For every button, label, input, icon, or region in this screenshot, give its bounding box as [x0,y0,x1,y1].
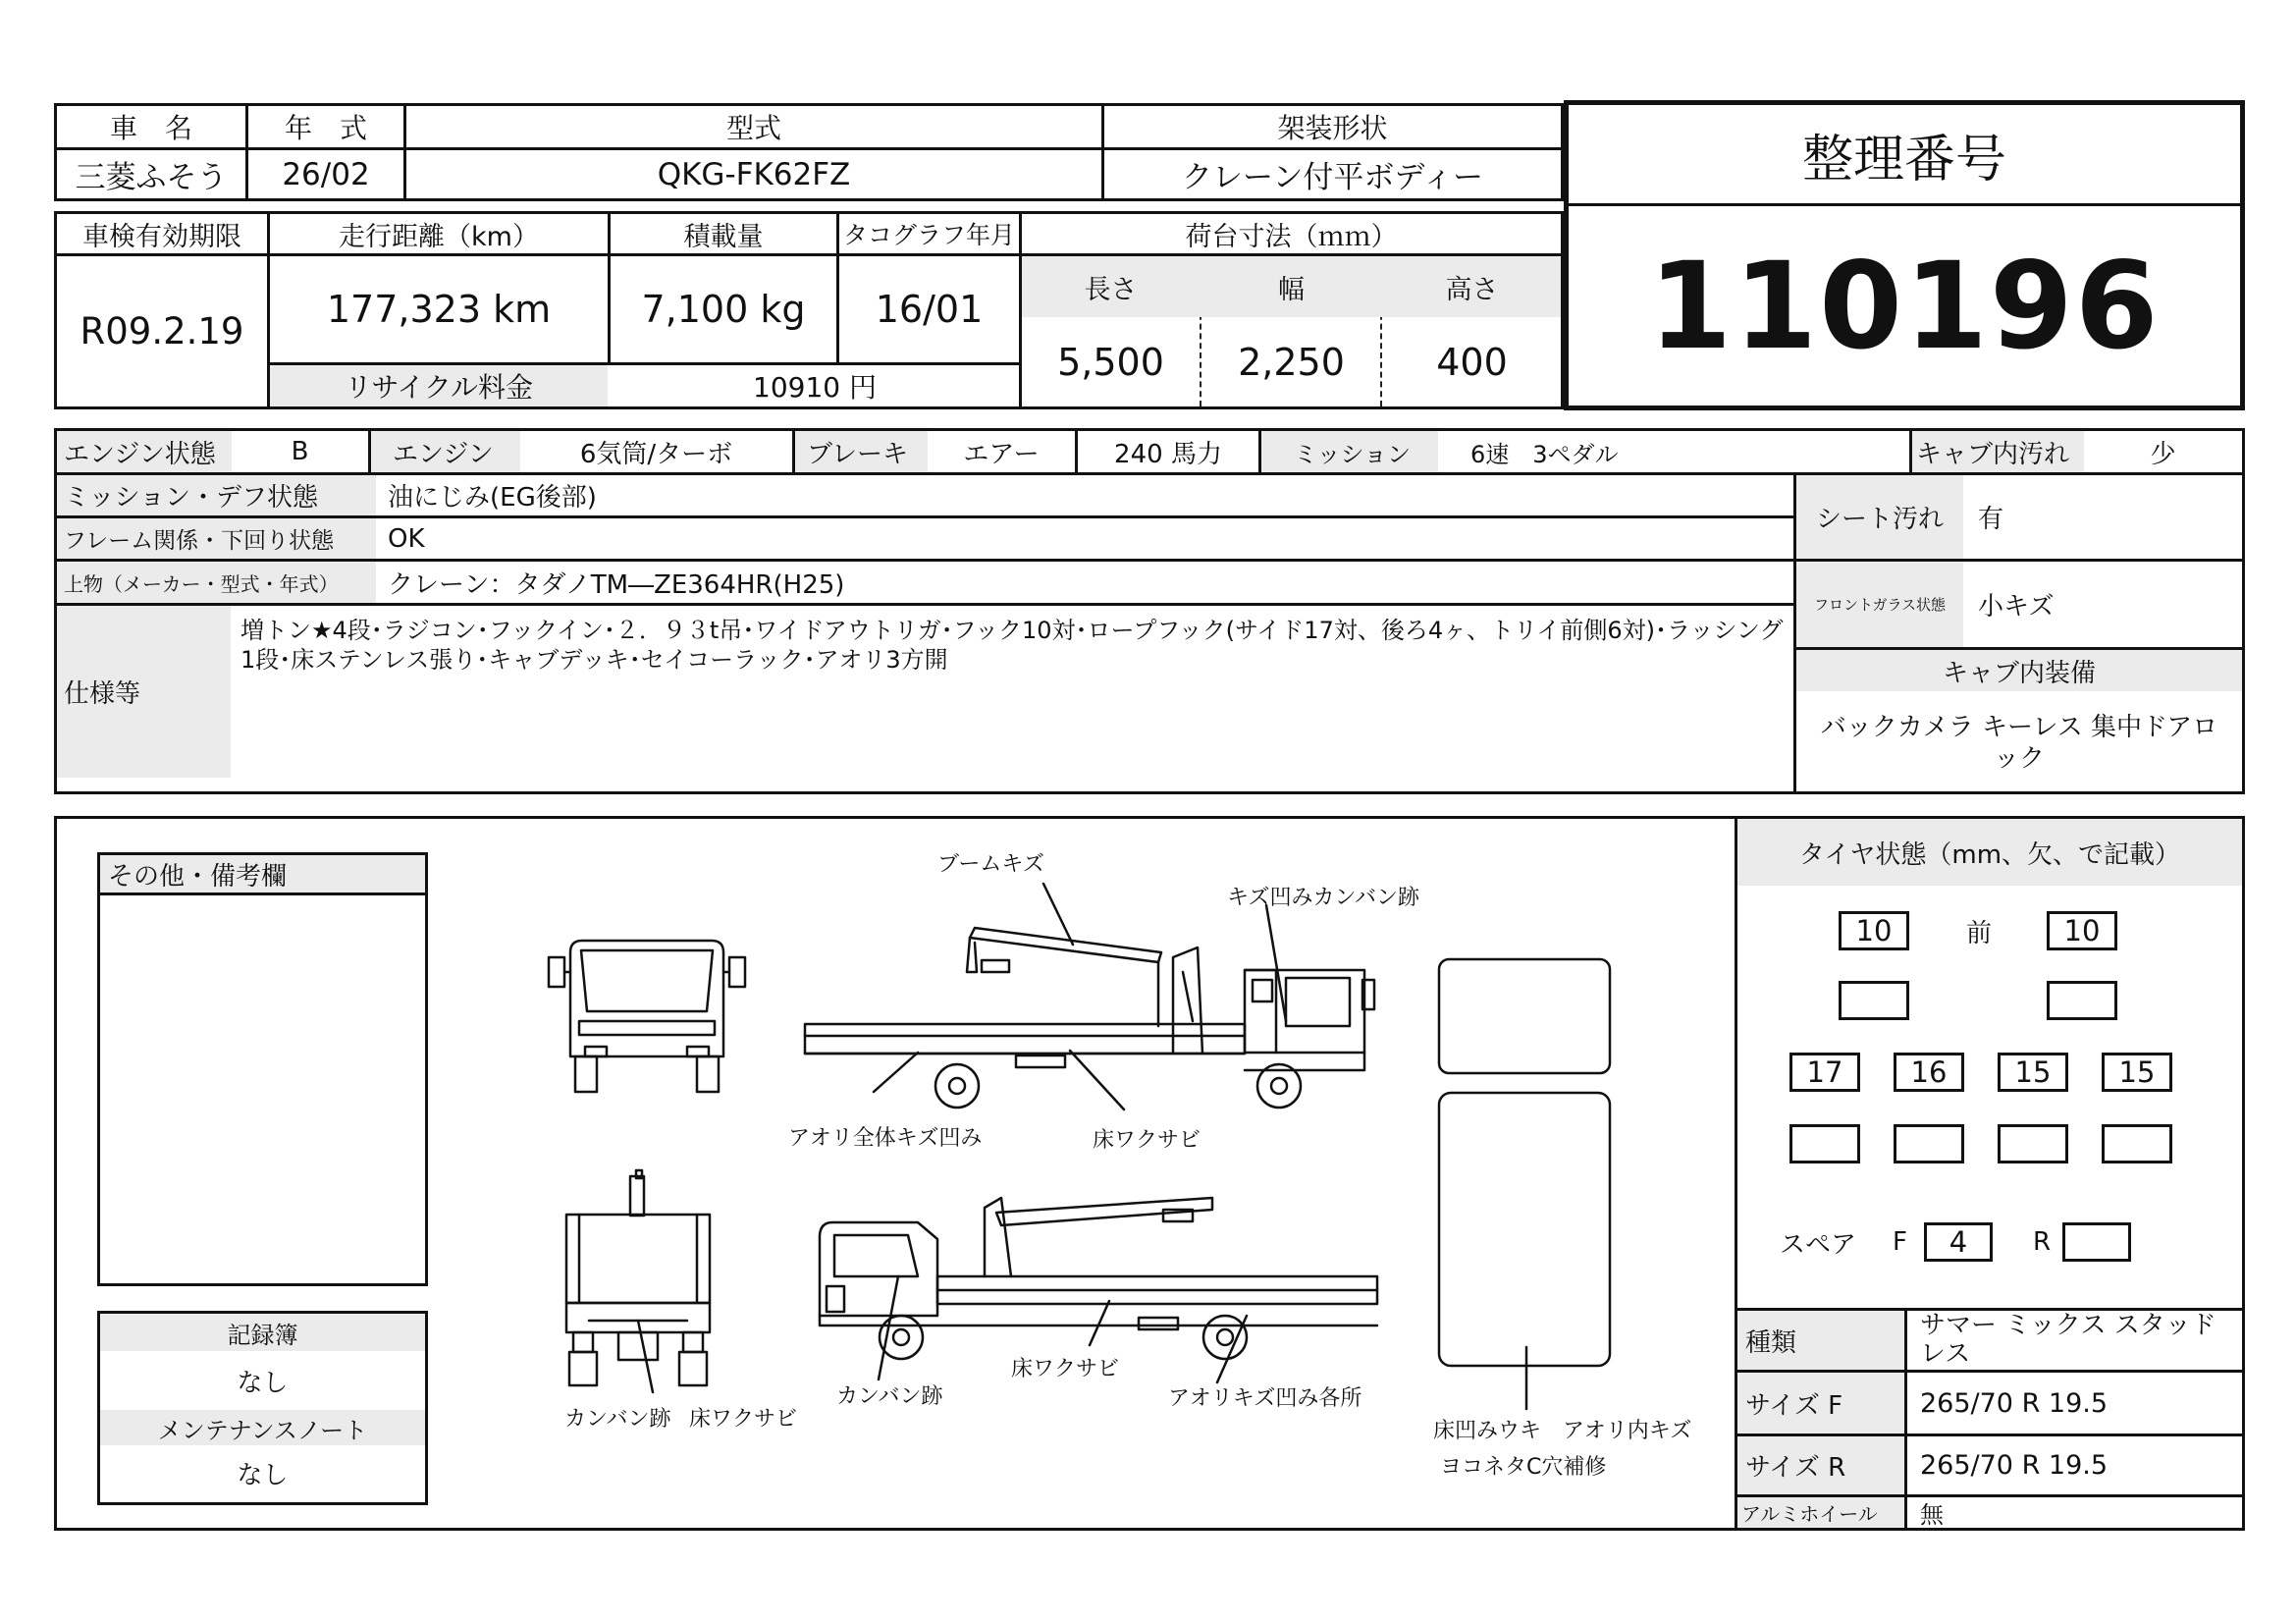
tire-front-right: 10 [2047,911,2117,950]
vehicle-name: 三菱ふそう [75,160,228,195]
upper-label: 上物（メーカー・型式・年式） [64,571,339,596]
cab-equip-label: キャブ内装備 [1942,658,2096,688]
tachograph: 16/01 [875,288,984,331]
size-r: 265/70 R 19.5 [1920,1450,2109,1481]
engine-state-label: エンジン状態 [64,439,216,469]
note-boom-scratch: ブームキズ [937,852,1044,877]
tire-rear-3-inner [1998,1124,2068,1163]
tire-rear-4-inner [2102,1124,2172,1163]
model-label: 型式 [725,112,781,144]
tire-label: タイヤ状態（mm、欠、で記載） [1798,839,2181,870]
note-tailgate-all: アオリ全体キズ凹み [788,1126,983,1151]
engine-label: エンジン [393,439,494,469]
note-sign-mark-1: カンバン跡 [564,1407,671,1432]
length-label: 長さ [1084,274,1138,305]
id-label: 整理番号 [1801,130,2006,189]
recycle-fee: 10910 円 [753,371,877,404]
transmission-label: ミッション [1294,440,1412,468]
front-label: 前 [1965,918,1992,948]
truck-top-view [1439,959,1610,1366]
maintenance-note: なし [237,1460,289,1490]
mileage: 177,323 km [326,288,552,331]
tire-rear-1: 17 [1789,1053,1860,1092]
tire-rear-2: 16 [1894,1053,1964,1092]
engine-state: B [291,437,309,466]
cargo-dim-label: 荷台寸法（ｍｍ） [1185,221,1398,252]
year: 26/02 [282,156,370,192]
spare-label: スペア [1780,1229,1857,1260]
annotation-leaders [638,884,1526,1409]
payload: 7,100 kg [641,288,806,331]
spare-r-label: R [2033,1227,2052,1257]
cab-dirt-label: キャブ内汚れ [1916,439,2070,469]
windshield: 小キズ [1978,592,2055,622]
note-floor-dent: 床凹みウキ アオリ内キズ [1433,1419,1692,1443]
size-f-label: サイズ F [1745,1390,1843,1421]
payload-label: 積載量 [683,221,764,252]
transmission: 6速 3ペダル [1470,440,1619,468]
note-floor-rust-3: 床ワクサビ [1011,1357,1120,1381]
note-yokoneta: ヨコネタC穴補修 [1440,1455,1607,1480]
upper-equipment: クレーン：タダノTM―ZE364HR(H25) [388,569,845,600]
tire-rear-2-inner [1894,1124,1964,1163]
tachograph-label: タコグラフ年月 [842,221,1015,249]
size-f: 265/70 R 19.5 [1920,1387,2109,1419]
size-r-label: サイズ R [1745,1453,1846,1483]
spare-f-label: F [1893,1227,1907,1257]
truck-right-side-view [805,928,1374,1108]
spec-line-2: 1段･床ステンレス張り･キャブデッキ･セイコーラック･アオリ3方開 [240,646,948,674]
note-floor-rust-1: 床ワクサビ [1093,1128,1201,1153]
alloy-wheel-label: アルミホイール [1741,1502,1878,1526]
body-type: クレーン付平ボディー [1182,160,1483,195]
cargo-height: 400 [1436,340,1508,384]
tire-rear-3: 15 [1998,1053,2068,1092]
engine: 6気筒/ターボ [579,439,733,469]
cab-dirt: 少 [2150,439,2176,469]
note-tailgate-dents: アオリキズ凹み各所 [1168,1386,1362,1411]
frame-state: OK [388,523,425,554]
brake-label: ブレーキ [807,439,908,469]
note-sign-mark-2: カンバン跡 [836,1384,943,1409]
spare-r [2062,1222,2131,1262]
inspection-date: R09.2.19 [80,310,244,352]
year-label: 年 式 [284,112,367,144]
tire-type-line-2: レス [1920,1339,1971,1369]
body-type-label: 架装形状 [1277,112,1388,144]
diff-state: 油にじみ(EG後部) [388,483,597,513]
spare-f: 4 [1924,1222,1993,1262]
remarks-label: その他・備考欄 [108,861,288,892]
spec-label: 仕様等 [64,679,141,709]
diff-label: ミッション・デフ状態 [64,483,318,513]
recycle-label: リサイクル料金 [344,371,534,404]
frame-label: フレーム関係・下回り状態 [64,528,335,554]
seat-dirt-label: シート汚れ [1815,505,1944,534]
tire-type-line-1: サマー ミックス スタッド [1920,1311,2216,1340]
brake: エアー [963,439,1040,469]
height-label: 高さ [1445,274,1499,305]
truck-front-view [549,941,745,1092]
note-dent-sign-mark: キズ凹みカンバン跡 [1227,886,1420,910]
tire-type-label: 種類 [1745,1327,1797,1358]
id-number: 110196 [1648,236,2161,376]
cargo-length: 5,500 [1057,340,1164,384]
windshield-label: フロントガラス状態 [1813,596,1947,614]
maintenance-note-label: メンテナンスノート [157,1416,368,1444]
alloy-wheel: 無 [1920,1501,1944,1529]
model: QKG-FK62FZ [657,156,851,192]
note-floor-rust-2: 床ワクサビ [689,1407,798,1432]
cab-equip-line-1: バックカメラ キーレス 集中ドアロ [1820,712,2218,742]
cargo-width: 2,250 [1238,340,1345,384]
cab-equip-line-2: ック [1993,743,2045,774]
tire-rear-1-inner [1789,1124,1860,1163]
inspection-label: 車検有効期限 [82,221,241,252]
tire-front-right-inner [2047,981,2117,1020]
spec-line-1: 増トン★4段･ラジコン･フックイン･２．９３t吊･ワイドアウトリガ･フック10対･ロープフック(サイド17対、後ろ4ヶ、トリイ前側6対)･ラッシング [240,617,1784,644]
vehicle-name-label: 車 名 [109,112,192,144]
tire-front-left: 10 [1839,911,1909,950]
mileage-label: 走行距離（km） [339,221,539,252]
record-book-label: 記録簿 [227,1321,298,1349]
tire-rear-4: 15 [2102,1053,2172,1092]
seat-dirt: 有 [1978,505,2004,534]
truck-left-side-view [820,1198,1377,1359]
tire-front-left-inner [1839,981,1909,1020]
truck-rear-view [566,1170,710,1385]
width-label: 幅 [1278,274,1305,305]
horsepower: 240 馬力 [1114,439,1222,469]
record-book: なし [237,1368,289,1398]
